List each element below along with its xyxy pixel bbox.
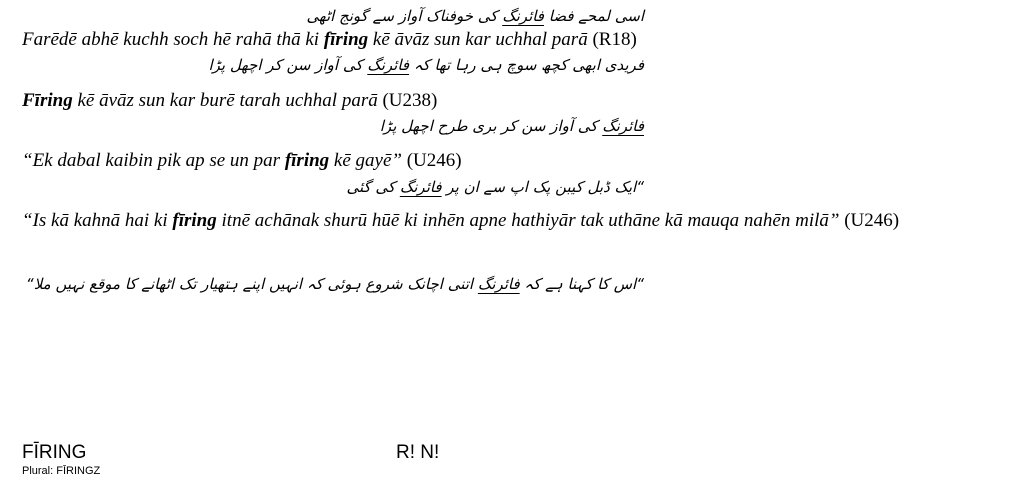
headword: FĪRING — [22, 442, 87, 463]
roman-line-4 — [22, 210, 997, 232]
urdu-text: کی گئی — [346, 178, 400, 196]
source-ref: (R18) — [592, 29, 637, 50]
roman-line-1 — [22, 29, 637, 51]
roman-line-3 — [22, 150, 462, 172]
roman-text: Farēdē abhē kuchh soch hē rahā thā ki — [22, 29, 324, 50]
urdu-line-5 — [26, 275, 644, 293]
urdu-text: “اس کا کہنا ہے کہ — [519, 275, 644, 293]
roman-text: kē āvāz sun kar burē tarah uchhal parā — [72, 90, 378, 111]
urdu-text: کی آواز سن کر بری طرح اچھل پڑا — [379, 117, 603, 135]
urdu-keyword: فائرنگ — [367, 56, 410, 74]
urdu-keyword: فائرنگ — [477, 275, 520, 293]
roman-keyword: fīring — [323, 29, 369, 50]
roman-keyword: fīring — [284, 150, 330, 171]
urdu-line-1 — [307, 7, 644, 25]
roman-line-2 — [22, 90, 437, 112]
urdu-keyword: فائرنگ — [399, 178, 442, 196]
urdu-text: اتنی اچانک شروع ہوئی کہ انہیں اپنے ہتھیار تک اٹھانے کا موقع نہیں ملا“ — [25, 275, 478, 293]
roman-text: itnē achānak shurū hūē ki inhēn apne hathiyār tak uthāne kā mauqa nahēn milā” — [216, 210, 840, 231]
source-ref: (U238) — [382, 90, 438, 111]
urdu-line-4 — [346, 178, 644, 196]
roman-text: “Ek dabal kaibin pik ap se un par — [22, 150, 285, 171]
urdu-line-2 — [208, 56, 644, 74]
urdu-text: کی آواز سن کر اچھل پڑا — [208, 56, 368, 74]
urdu-keyword: فائرنگ — [602, 117, 644, 135]
roman-keyword: fīring — [172, 210, 217, 231]
urdu-keyword: فائرنگ — [502, 7, 544, 25]
plural-form: Plural: FĪRINGZ — [22, 465, 101, 477]
source-ref: (U246) — [406, 150, 462, 171]
roman-text: kē āvāz sun kar uchhal parā — [368, 29, 588, 50]
urdu-text: فریدی ابھی کچھ سوچ ہی رہا تھا کہ — [409, 56, 644, 74]
urdu-line-3 — [380, 117, 644, 135]
source-ref: (U246) — [844, 210, 900, 231]
urdu-text: “ایک ڈبل کیبن پک اپ سے ان پر — [441, 178, 644, 196]
roman-keyword: Fīring — [22, 90, 73, 111]
urdu-text: کی خوفناک آواز سے گونج اٹھی — [306, 7, 503, 25]
urdu-text: اسی لمحے فضا — [543, 7, 644, 25]
roman-text: “Is kā kahnā hai ki — [22, 210, 173, 231]
headword-code: R! N! — [396, 442, 440, 463]
roman-text: kē gayē” — [329, 150, 402, 171]
